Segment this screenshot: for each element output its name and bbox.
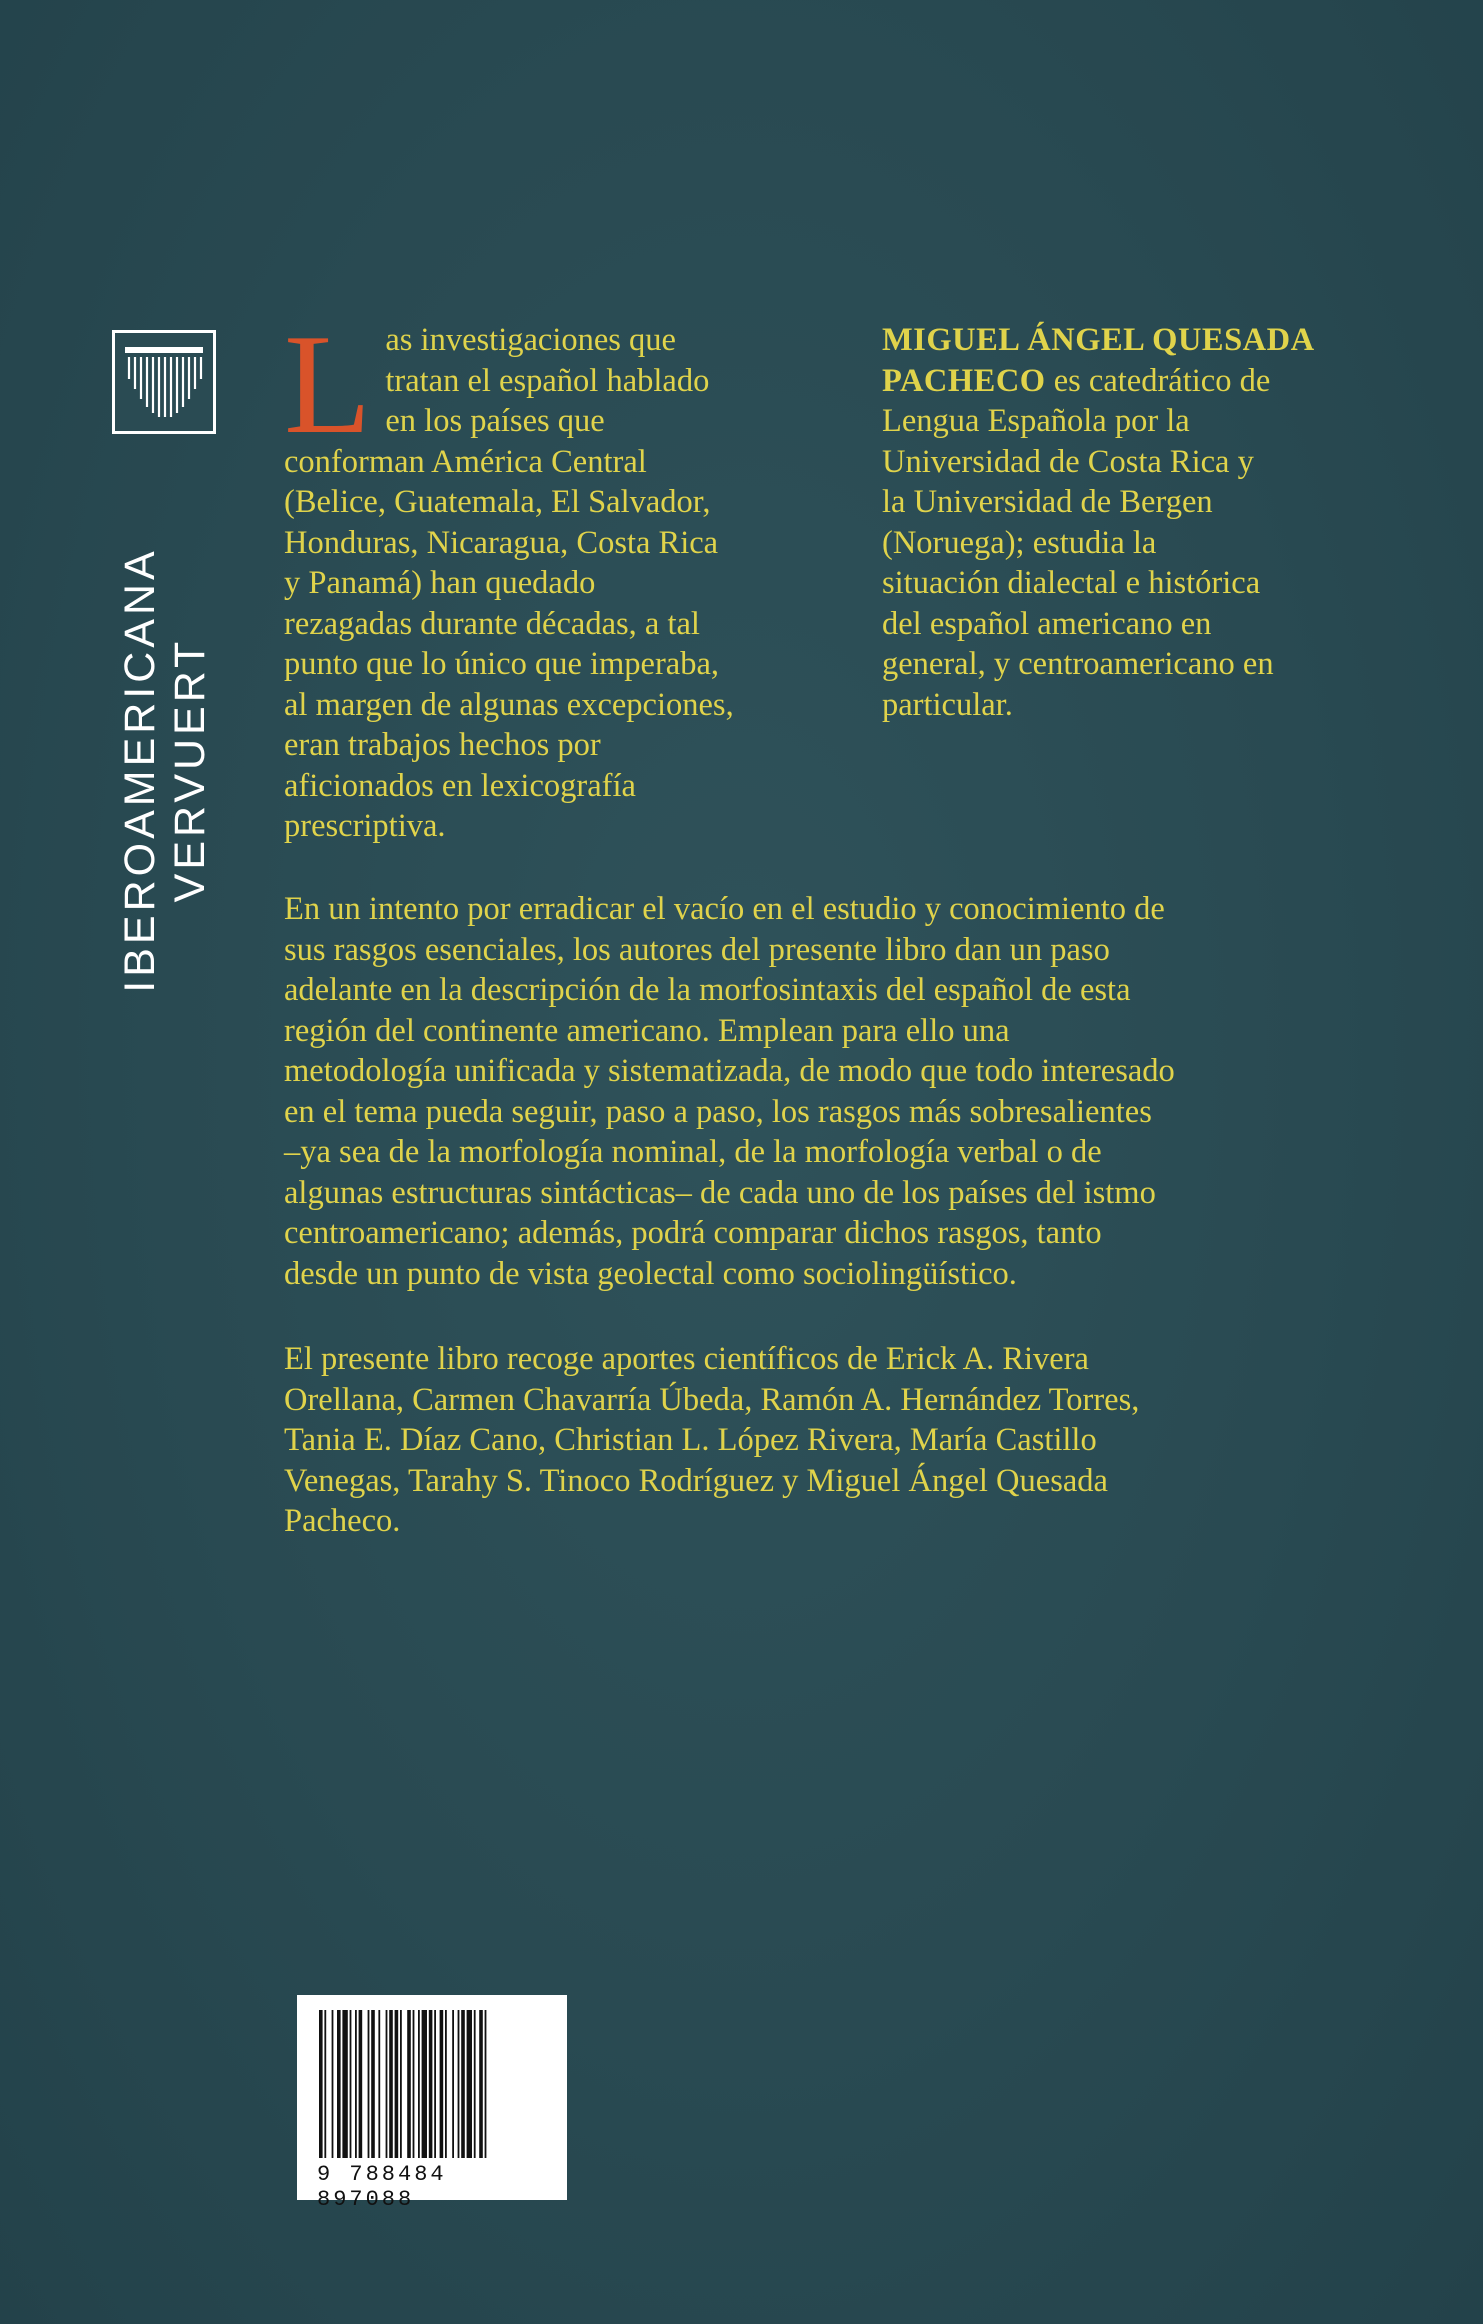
barcode-bar	[400, 2010, 402, 2158]
intro-line: Honduras, Nicaragua, Costa Rica	[284, 524, 719, 561]
description-line: algunas estructuras sintácticas– de cada uno de los países del istmo	[284, 1174, 1156, 1211]
barcode-bar	[324, 2010, 326, 2158]
barcode-bar	[461, 2010, 465, 2158]
author-bio-line: situación dialectal e histórica	[882, 565, 1261, 601]
intro-line: al margen de algunas excepciones,	[284, 686, 734, 723]
contributors-line: Orellana, Carmen Chavarría Úbeda, Ramón A. Hernández Torres,	[284, 1381, 1140, 1418]
vervuert-logo-icon	[112, 330, 216, 434]
barcode-bar	[474, 2010, 476, 2158]
author-bio-text: es catedrático de	[1045, 362, 1271, 399]
barcode-icon	[317, 2010, 547, 2158]
barcode-bar	[371, 2010, 375, 2158]
barcode-bar	[368, 2010, 370, 2158]
author-bio-line: particular.	[882, 686, 1013, 723]
author-bio-line: Universidad de Costa Rica y	[882, 443, 1254, 480]
contributors-line: Tania E. Díaz Cano, Christian L. López Rivera, María Castillo	[284, 1422, 1097, 1458]
author-bio-line: del español americano en	[882, 605, 1212, 642]
drop-cap: L	[284, 305, 372, 463]
isbn-number: 9 788484 897088	[317, 2162, 447, 2212]
barcode-bar	[458, 2010, 460, 2158]
barcode-bar	[395, 2010, 399, 2158]
author-name-line-1: MIGUEL ÁNGEL QUESADA	[882, 322, 1315, 358]
intro-line: (Belice, Guatemala, El Salvador,	[284, 484, 711, 520]
description-line: En un intento por erradicar el vacío en el estudio y conocimiento de	[284, 891, 1165, 927]
contributors-line: Pacheco.	[284, 1503, 401, 1539]
barcode-bar	[389, 2010, 393, 2158]
barcode-bar	[485, 2010, 487, 2158]
intro-paragraph	[284, 305, 844, 847]
author-bio	[882, 320, 1402, 725]
author-name-line-2	[882, 361, 1402, 402]
description-line: metodología unificada y sistematizada, de modo que todo interesado	[284, 1053, 1175, 1089]
description-line: desde un punto de vista geolectal como sociolingüístico.	[284, 1255, 1017, 1292]
contributors-line: El presente libro recoge aportes científicos de Erick A. Rivera	[284, 1341, 1089, 1377]
intro-line: eran trabajos hechos por	[284, 727, 601, 763]
barcode-bar	[407, 2010, 411, 2158]
barcode-bar	[440, 2010, 444, 2158]
barcode-bar	[319, 2010, 323, 2158]
barcode-bar	[342, 2010, 347, 2158]
description-line: centroamericano; además, podrá comparar dichos rasgos, tanto	[284, 1215, 1102, 1251]
barcode-bar	[355, 2010, 357, 2158]
intro-line: as investigaciones que	[385, 322, 676, 358]
intro-line: tratan el español hablado	[385, 362, 710, 399]
barcode-bar	[332, 2010, 334, 2158]
author-name-surname: PACHECO	[882, 362, 1046, 399]
intro-line: rezagadas durante décadas, a tal	[284, 605, 700, 642]
description-line: sus rasgos esenciales, los autores del presente libro dan un paso	[284, 931, 1110, 968]
contributors-line: Venegas, Tarahy S. Tinoco Rodríguez y Miguel Ángel Quesada	[284, 1462, 1108, 1499]
barcode-bar	[445, 2010, 447, 2158]
author-bio-line: Lengua Española por la	[882, 403, 1190, 439]
description-line: región del continente americano. Emplean para ello una	[284, 1012, 1010, 1049]
barcode-bar	[418, 2010, 420, 2158]
barcode-bar	[359, 2010, 363, 2158]
barcode-bar	[434, 2010, 436, 2158]
description-paragraph	[284, 889, 1414, 1294]
barcode-bar	[479, 2010, 483, 2158]
barcode-bar	[429, 2010, 433, 2158]
publisher-line-1: IBEROAMERICANA	[116, 547, 164, 993]
description-line: adelante en la descripción de la morfosintaxis del español de esta	[284, 972, 1131, 1008]
barcode-bar	[467, 2010, 472, 2158]
author-bio-line: la Universidad de Bergen	[882, 484, 1213, 520]
description-line: –ya sea de la morfología nominal, de la morfología verbal o de	[284, 1134, 1102, 1170]
intro-line: aficionados en lexicografía	[284, 767, 636, 804]
intro-line: en los países que	[385, 403, 605, 439]
publisher-name	[115, 547, 215, 992]
barcode-bar	[413, 2010, 415, 2158]
intro-line: y Panamá) han quedado	[284, 565, 596, 601]
barcode-label	[297, 1995, 567, 2212]
barcode-bar	[337, 2010, 341, 2158]
barcode-bar	[386, 2010, 388, 2158]
barcode-bar	[422, 2010, 427, 2158]
barcode-bar	[452, 2010, 454, 2158]
intro-line: prescriptiva.	[284, 808, 446, 844]
barcode-bar	[378, 2010, 380, 2158]
author-bio-line: (Noruega); estudia la	[882, 524, 1157, 561]
publisher-line-2: VERVUERT	[166, 637, 214, 903]
intro-line: punto que lo único que imperaba,	[284, 646, 720, 682]
author-bio-line: general, y centroamericano en	[882, 646, 1274, 682]
description-line: en el tema pueda seguir, paso a paso, los rasgos más sobresalientes	[284, 1093, 1152, 1130]
barcode-bar	[350, 2010, 352, 2158]
contributors-paragraph	[284, 1339, 1414, 1542]
intro-line: conforman América Central	[284, 443, 647, 480]
